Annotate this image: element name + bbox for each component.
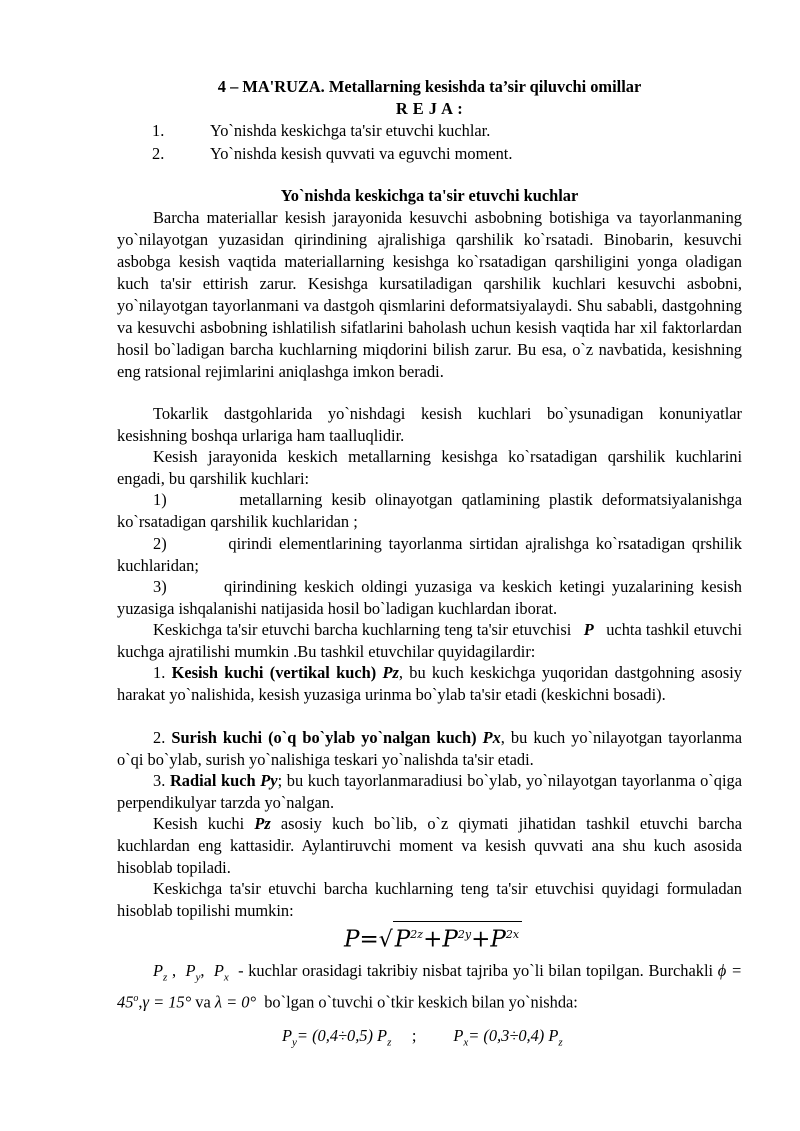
ratio-expression: = (0,4÷0,5) P xyxy=(296,1026,388,1045)
force-subscript: y xyxy=(292,1036,297,1049)
force-symbol: P xyxy=(213,961,224,980)
paragraph-text: Tokarlik dastgohlarida yo`nishdagi kesish kuchlari bo`ysunadigan konuniyatlar kesishning boshqa urlariga ham taalluqlidir. xyxy=(117,404,742,445)
force-item xyxy=(117,770,742,814)
force-symbol: P xyxy=(153,961,164,980)
paragraph xyxy=(117,207,742,383)
formula-plus: + xyxy=(423,926,443,953)
ratio-formulas xyxy=(282,1025,563,1053)
lecture-title xyxy=(117,76,742,98)
force-item-text: , bu kuch yo`nilayotgan tayorlanma o`qi bo`ylab, surish yo`nalishiga teskari yo`nalishda ta'sir etadi. xyxy=(117,728,742,769)
plan-item xyxy=(152,143,752,165)
list-item-text: metallarning kesib olinayotgan qatlamining plastik deformatsiyalanishga ko`rsatadigan qarshilik kuchlaridan ; xyxy=(117,490,742,531)
plan-item-number: 1. xyxy=(152,121,165,140)
plan-title-text: R E J A : xyxy=(395,99,464,118)
angle-symbol: λ xyxy=(214,992,222,1012)
paragraph-text: Kesish jarayonida keskich metallarning kesishga ko`rsatadigan qarshilik kuchlarini engadi, bu qarshilik kuchlari: xyxy=(117,447,742,488)
paragraph-text: - kuchlar orasidagi takribiy nisbat tajriba yo`li bilan topilgan. Burchakli xyxy=(238,961,714,980)
plan-item-text: Yo`nishda keskichga ta'sir etuvchi kuchlar. xyxy=(210,121,491,140)
paragraph: $P_z$ , $P_y$, $P_x$ - kuchlar orasidagi takribiy nisbat tajriba yo`li bilan topilgan. Burchakli $\phi = 45^o,\gamma = 15^\circ$ va λ = 0° bo`lgan o`tuvchi o`tkir keskich bilan yo`nishda: xyxy=(117,961,742,1012)
list-item-number: 2) xyxy=(153,534,167,553)
force-item-number: 1. xyxy=(153,663,166,682)
list-item xyxy=(117,576,742,620)
plan-item-text: Yo`nishda kesish quvvati va eguvchi moment. xyxy=(210,144,513,163)
list-item xyxy=(117,489,742,533)
paragraph-text: Keskichga ta'sir etuvchi barcha kuchlarning teng ta'sir etuvchisi quyidagi formuladan hisoblab topilishi mumkin: xyxy=(117,879,742,920)
plan-item-number: 2. xyxy=(152,144,165,163)
formula-lhs: P xyxy=(344,926,360,953)
paragraph-text: uchta tashkil etuvchi kuchga ajratilishi mumkin .Bu tashkil etuvchilar quyidagilardir: xyxy=(117,620,742,661)
force-symbol: Px xyxy=(482,728,501,747)
force-symbol: P xyxy=(453,1026,464,1045)
force-item-name: Surish kuchi (o`q bo`ylab yo`nalgan kuch) xyxy=(171,728,477,747)
paragraph xyxy=(117,403,742,447)
force-item-number: 2. xyxy=(153,728,166,747)
angle-value: = 0° xyxy=(226,992,257,1012)
force-subscript: z xyxy=(558,1036,563,1049)
resultant-force-formula xyxy=(344,921,522,961)
force-item-number: 3. xyxy=(153,771,166,790)
force-item-text: ; bu kuch tayorlanmaradiusi bo`ylab, yo`nilayotgan tayorlanma o`qiga perpendikulyar tarzda yo`nalgan. xyxy=(117,771,742,812)
force-symbol: P xyxy=(185,961,196,980)
lecture-title-text: 4 – MA'RUZA. Metallarning kesishda ta’sir qiluvchi omillar xyxy=(217,77,642,96)
list-item-text: qirindining keskich oldingi yuzasiga va keskich ketingi yuzalarining kesish yuzasiga ishqalanishi natijasida hosil bo`ladigan kuchlardan iborat. xyxy=(117,577,742,618)
list-item-number: 3) xyxy=(153,577,167,596)
force-item-text: , bu kuch keskichga yuqoridan dastgohning asosiy harakat yo`nalishida, kesish yuzasiga urinma bo`ylab ta'sir etadi (keskichni bosadi). xyxy=(117,663,742,704)
angle-value: = 45 xyxy=(117,961,742,1012)
section-title xyxy=(117,185,742,207)
paragraph-text: Barcha materiallar kesish jarayonida kesuvchi asbobning botishiga va tayorlanmaning yo`nilayotgan yuzasidan qirindining ajralishiga qarshilik ko`rsatadi. Binobarin, kesuvchi asbobga kesish vaqtida materiallarning kesishga ko`rsatadigan qarshiligini yonga oladigan kuch ta'sir ettirish zarur. Kesishga kursatiladigan qarshilik kuchlari kesuvchi asbobni, yo`nilayotgan tayorlanmani va dastgoh qismlarini deformatsiyalaydi. Shu sababli, dastgohning va kesuvchi asbobning ishlatilish sifatlarini baholash uchun kesish vaqtida har xil faktorlardan hosil bo`ladigan barcha kuchlarning miqdorini bilish zarur. Bu esa, o`z navbatida, kesishning eng ratsional rejimlarini aniqlashga imkon beradi. xyxy=(117,208,742,381)
force-subscript: x xyxy=(223,971,229,984)
force-item-name: Radial kuch xyxy=(169,771,256,790)
angle-symbol: ϕ xyxy=(717,961,727,980)
angle-value: = 15° xyxy=(153,992,192,1012)
plan-title xyxy=(117,98,742,120)
separator: ; xyxy=(411,1026,417,1045)
force-subscript: x xyxy=(463,1036,469,1049)
list-item xyxy=(117,533,742,577)
formula-plus: + xyxy=(471,926,491,953)
force-subscript: z xyxy=(163,971,168,984)
ratio-expression: = (0,3÷0,4) P xyxy=(468,1026,559,1045)
formula-exponent: 2z xyxy=(410,928,424,941)
formula-term: P xyxy=(490,926,506,953)
paragraph-text: Keskichga ta'sir etuvchi barcha kuchlarning teng ta'sir etuvchisi xyxy=(153,620,572,639)
paragraph-text: bo`lgan o`tuvchi o`tkir keskich bilan yo`nishda: xyxy=(264,992,578,1012)
angle-symbol: γ xyxy=(142,992,149,1012)
formula-term: P xyxy=(442,926,458,953)
paragraph-text: va xyxy=(195,992,211,1012)
force-symbol: Pz xyxy=(254,814,271,833)
force-symbol: Py xyxy=(260,771,278,790)
force-subscript: z xyxy=(387,1036,392,1049)
section-title-text: Yo`nishda keskichga ta'sir etuvchi kuchlar xyxy=(280,186,579,205)
force-symbol: P xyxy=(282,1026,293,1045)
force-item xyxy=(117,727,742,771)
paragraph xyxy=(117,446,742,490)
formula-equals: = xyxy=(359,926,379,953)
paragraph-text: Kesish kuchi xyxy=(153,814,245,833)
formula-exponent: 2x xyxy=(505,928,520,941)
paragraph xyxy=(117,878,742,922)
paragraph-text: asosiy kuch bo`lib, o`z qiymati jihatidan tashkil etuvchi barcha kuchlardan eng kattasidir. Aylantiruvchi moment va kesish quvvati ana shu kuch asosida hisoblab topiladi. xyxy=(117,814,742,877)
plan-item xyxy=(152,120,752,142)
force-symbol: P xyxy=(583,620,594,639)
force-item xyxy=(117,662,742,706)
degree-mark: o xyxy=(133,993,139,1005)
list-item-number: 1) xyxy=(153,490,167,509)
force-subscript: y xyxy=(195,971,201,984)
force-item-name: Kesish kuchi (vertikal kuch) xyxy=(171,663,377,682)
sqrt-icon: √ xyxy=(378,927,393,953)
list-item-text: qirindi elementlarining tayorlanma sirtidan ajralishga ko`rsatadigan qrshilik kuchlaridan; xyxy=(117,534,742,575)
formula-term: P xyxy=(394,926,411,953)
force-symbol: Pz xyxy=(382,663,399,682)
formula-exponent: 2y xyxy=(457,928,472,941)
paragraph xyxy=(117,813,742,879)
formula-radicand xyxy=(393,921,522,953)
paragraph xyxy=(117,619,742,663)
